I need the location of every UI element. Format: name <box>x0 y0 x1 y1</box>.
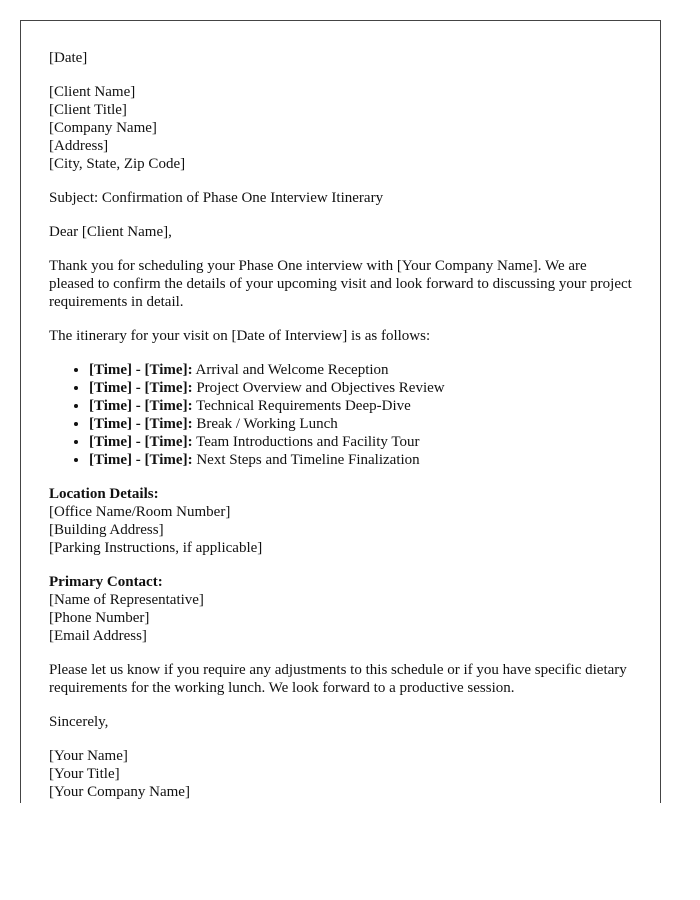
location-block <box>49 485 632 557</box>
intro-paragraph: Thank you for scheduling your Phase One interview with [Your Company Name]. We are pleased to confirm the details of your upcoming visit and look forward to discussing your project requirements in detail. <box>49 258 632 310</box>
itinerary-time: [Time] - [Time]: <box>89 380 193 396</box>
itinerary-activity: Technical Requirements Deep-Dive <box>192 398 411 414</box>
itinerary-item <box>89 361 632 379</box>
signature-block <box>49 747 632 801</box>
itinerary-time: [Time] - [Time]: <box>89 452 193 468</box>
itinerary-time: [Time] - [Time]: <box>89 416 193 432</box>
itinerary-item <box>89 415 632 433</box>
recipient-title: [Client Title] <box>49 102 127 118</box>
signature-title: [Your Title] <box>49 766 120 782</box>
itinerary-activity: Project Overview and Objectives Review <box>192 380 445 396</box>
salutation: Dear [Client Name], <box>49 224 172 240</box>
itinerary-intro: The itinerary for your visit on [Date of Interview] is as follows: <box>49 328 431 344</box>
itinerary-activity: Next Steps and Timeline Finalization <box>192 452 420 468</box>
recipient-block <box>49 83 632 173</box>
date: [Date] <box>49 50 88 66</box>
itinerary-item <box>89 397 632 415</box>
contact-block <box>49 573 632 645</box>
itinerary-item <box>89 379 632 397</box>
itinerary-time: [Time] - [Time]: <box>89 434 193 450</box>
signature-company: [Your Company Name] <box>49 784 190 800</box>
itinerary-activity: Team Introductions and Facility Tour <box>192 434 420 450</box>
recipient-city: [City, State, Zip Code] <box>49 156 186 172</box>
subject-line: Subject: Confirmation of Phase One Interview Itinerary <box>49 190 384 206</box>
itinerary-list <box>49 361 632 469</box>
recipient-name: [Client Name] <box>49 84 136 100</box>
recipient-company: [Company Name] <box>49 120 157 136</box>
location-line: [Building Address] <box>49 522 164 538</box>
itinerary-item <box>89 433 632 451</box>
location-line: [Office Name/Room Number] <box>49 504 231 520</box>
itinerary-activity: Break / Working Lunch <box>192 416 338 432</box>
itinerary-item <box>89 451 632 469</box>
itinerary-activity: Arrival and Welcome Reception <box>192 362 389 378</box>
location-line: [Parking Instructions, if applicable] <box>49 540 263 556</box>
closing-paragraph: Please let us know if you require any adjustments to this schedule or if you have specific dietary requirements for the working lunch. We look forward to a productive session. <box>49 662 627 696</box>
letter-content <box>21 21 660 801</box>
contact-line: [Email Address] <box>49 628 147 644</box>
contact-heading: Primary Contact: <box>49 574 163 590</box>
recipient-address: [Address] <box>49 138 109 154</box>
contact-line: [Name of Representative] <box>49 592 204 608</box>
itinerary-time: [Time] - [Time]: <box>89 398 193 414</box>
itinerary-time: [Time] - [Time]: <box>89 362 193 378</box>
signature-name: [Your Name] <box>49 748 128 764</box>
location-heading: Location Details: <box>49 486 159 502</box>
contact-line: [Phone Number] <box>49 610 150 626</box>
closing: Sincerely, <box>49 714 109 730</box>
letter-page <box>20 20 661 803</box>
